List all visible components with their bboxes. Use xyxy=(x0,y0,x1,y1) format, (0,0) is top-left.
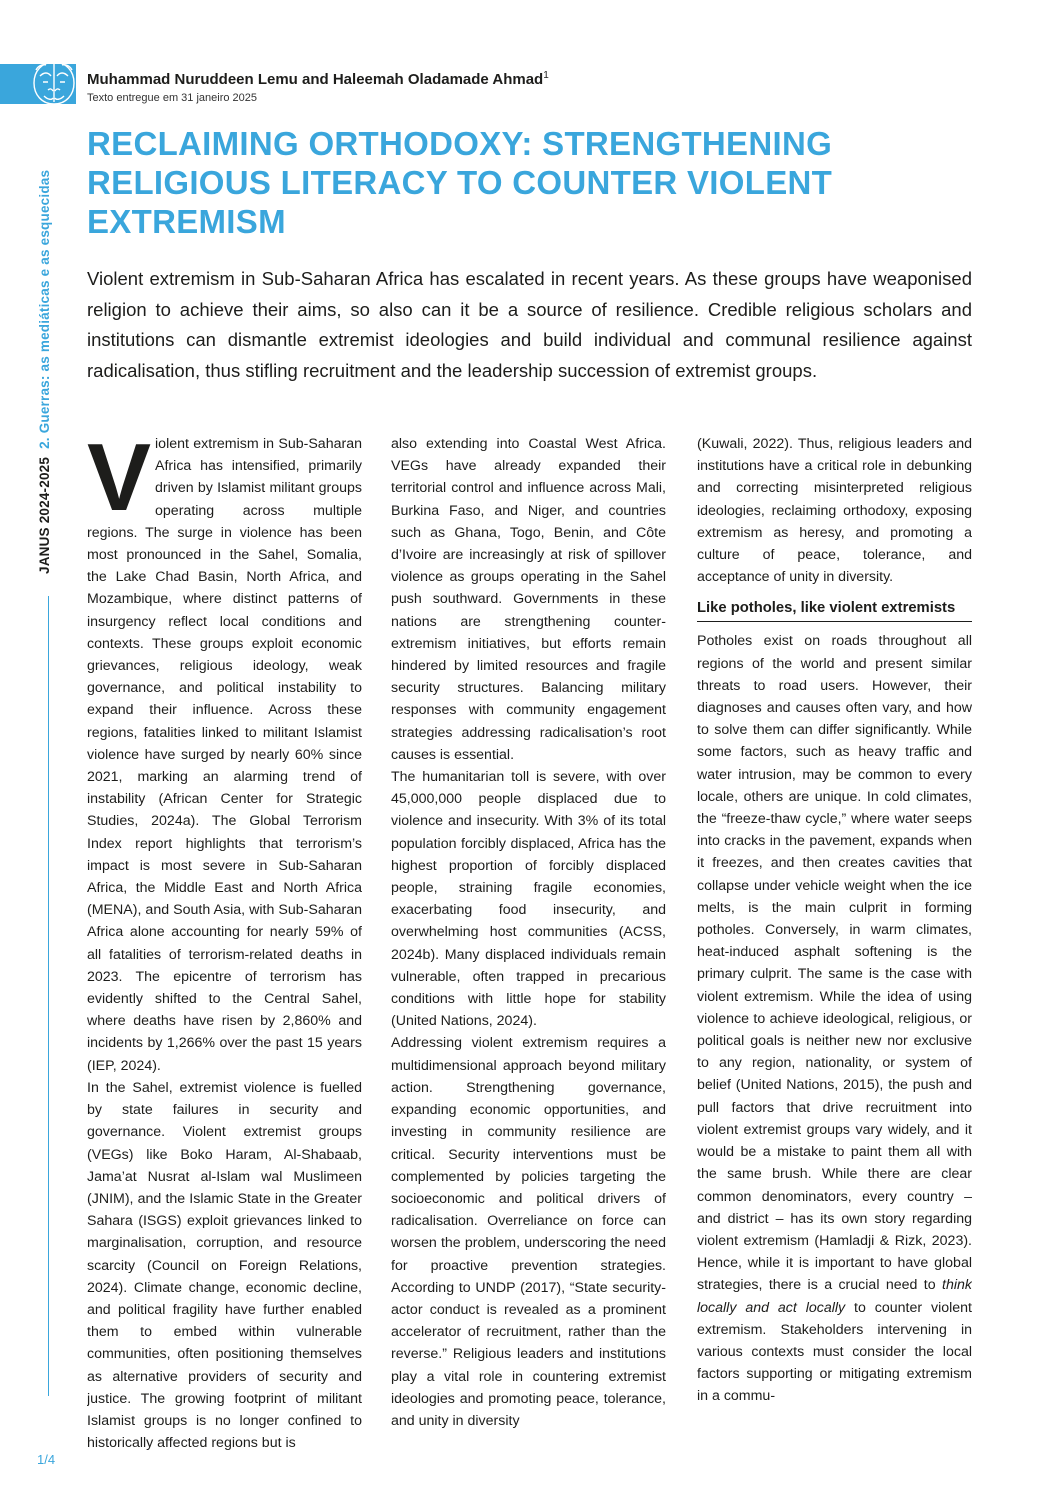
paragraph-sahel: In the Sahel, extremist violence is fuelled by state failures in security and governance. Violent extremist groups (VEGs) like Boko Haram, Al-Shabaab, Jama’at Nusrat al-Islam wal Muslimeen (JNIM), and the Islamic State in the Greater Sahara (ISGS) exploit grievances linked to marginalisation, corruption, and resource scarcity (Council on Foreign Relations, 2024). Climate change, economic decline, and political fragility have further enabled them to embed within vulnerable communities, often positioning themselves as alternative providers of security and justice. The growing footprint of militant Islamist groups is no longer confined to historically affected regions but is xyxy=(87,1079,362,1452)
section-subheading: Like potholes, like violent extremists xyxy=(697,598,972,622)
paragraph-potholes xyxy=(697,630,972,1407)
submission-date: Texto entregue em 31 janeiro 2025 xyxy=(87,92,258,104)
body-column-3 xyxy=(697,433,972,1468)
page-number: 1/4 xyxy=(37,1452,56,1467)
article-title: RECLAIMING ORTHODOXY: STRENGTHENING RELIGIOUS LITERACY TO COUNTER VIOLENT EXTREMISM xyxy=(87,125,833,240)
body-column-2 xyxy=(391,433,666,1468)
emphasis-text: think locally and act locally xyxy=(697,1277,972,1316)
journal-section-label xyxy=(37,74,59,574)
drop-cap: V xyxy=(87,433,152,531)
body-column-1 xyxy=(87,433,362,1468)
potholes-text-a: Potholes exist on roads throughout all regions of the world and present similar threats to road users. However, their diagnoses and causes often vary, and how to solve them can differ significantly. While some factors, such as heavy traffic and water intrusion, may be common to every locale, others are unique. In cold climates, the “freeze-thaw cycle,” where water seeps into cracks in the pavement, expands when it freezes, and then creates cavities that collapse under vehicle weight when the ice melts, is the main culprit in forming potholes. Conversely, in warm climates, heat-induced asphalt softening is the primary culprit. The same is the case with violent extremism. While the idea of using violence to achieve ideological, religious, or political goals is neither new nor exclusive to any region, nationality, or system of belief (United Nations, 2015), the push and pull factors that drive recruitment into violent extremist groups vary widely, and it would be a mistake to paint them all with the same brush. While there are clear common denominators, every country – and district – has its own story regarding violent extremism (Hamladji & Rizk, 2023). Hence, while it is important to have global strategies, there is a crucial need to xyxy=(697,633,972,1294)
side-divider xyxy=(48,596,49,1396)
paragraph-coastal: also extending into Coastal West Africa. VEGs have already expanded their territorial control and influence across Mali, Burkina Faso, and Niger, and countries such as Ghana, Togo, Benin, and Côte d’Ivoire are increasingly at risk of spillover violence as groups operating in the Sahel push southward. Governments in these nations are strengthening counter-extremism initiatives, but efforts remain hindered by limited resources and fragile security structures. Balancing military responses with community engagement strategies addressing radicalisation’s root causes is essential. xyxy=(391,436,666,763)
paragraph-religious-leaders: (Kuwali, 2022). Thus, religious leaders and institutions have a critical role in debunking and correcting misinterpreted religious ideologies, reclaiming orthodoxy, exposing extremism as heresy, and promoting a culture of peace, tolerance, and acceptance of unity in diversity. xyxy=(697,436,972,586)
journal-name: JANUS 2024-2025 xyxy=(37,456,52,574)
potholes-text-b: to counter violent extremism. Stakeholders intervening in various contexts must consider the local factors supporting or mitigating extremism in a commu- xyxy=(697,1299,972,1405)
paragraph-intro-text: iolent extremism in Sub-Saharan Africa has intensified, primarily driven by Islamist militant groups operating across multiple regions. The surge in violence has been most pronounced in the Sahel, Somalia, the Lake Chad Basin, North Africa, and Mozambique, where distinct patterns of insurgency reflect local conditions and contexts. These groups exploit economic grievances, religious ideology, weak governance, and political instability to expand their influence. Across these regions, fatalities linked to militant Islamist violence have surged by nearly 60% since 2021, marking an alarming trend of instability (African Center for Strategic Studies, 2024a). The Global Terrorism Index report highlights that terrorism’s impact is most severe in Sub-Saharan Africa, the Middle East and North Africa (MENA), and South Asia, with Sub-Saharan Africa alone accounting for nearly 59% of all fatalities of terrorism-related deaths in 2023. The epicentre of terrorism has evidently shifted to the Central Sahel, where deaths have risen by 2,860% and incidents by 1,266% over the past 15 years (IEP, 2024). xyxy=(87,436,362,1074)
section-name: 2. Guerras: as mediáticas e as esquecidas xyxy=(37,169,52,449)
footnote-marker: 1 xyxy=(543,70,549,81)
lead-paragraph: Violent extremism in Sub-Saharan Africa has escalated in recent years. As these groups have weaponised religion to achieve their aims, so also can it be a source of resilience. Credible religious scholars and institutions can dismantle extremist ideologies and build individual and communal resilience against radicalisation, thus stifling recruitment and the leadership succession of extremist groups. xyxy=(87,268,972,381)
authors-line xyxy=(87,70,549,88)
author-names: Muhammad Nuruddeen Lemu and Haleemah Oladamade Ahmad xyxy=(87,71,544,88)
paragraph-addressing: Addressing violent extremism requires a multidimensional approach beyond military action. Strengthening governance, expanding economic opportunities, and investing in community resilience are critical. Security interventions must be complemented by policies targeting the socioeconomic and political drivers of radicalisation. Overreliance on force can worsen the problem, underscoring the need for proactive prevention strategies. According to UNDP (2017), “State security-actor conduct is revealed as a prominent accelerator of recruitment, rather than the reverse.” Religious leaders and institutions play a vital role in countering extremist ideologies and promoting peace, tolerance, and unity in diversity xyxy=(391,1035,666,1429)
paragraph-humanitarian: The humanitarian toll is severe, with over 45,000,000 people displaced due to violence and insecurity. With 3% of its total population forcibly displaced, Africa has the highest proportion of forcibly displaced people, straining fragile economies, exacerbating food insecurity, and overwhelming host communities (ACSS, 2024b). Many displaced individuals remain vulnerable, often trapped in precarious conditions with little hope for stability (United Nations, 2024). xyxy=(391,769,666,1030)
paragraph-intro xyxy=(87,433,362,1077)
